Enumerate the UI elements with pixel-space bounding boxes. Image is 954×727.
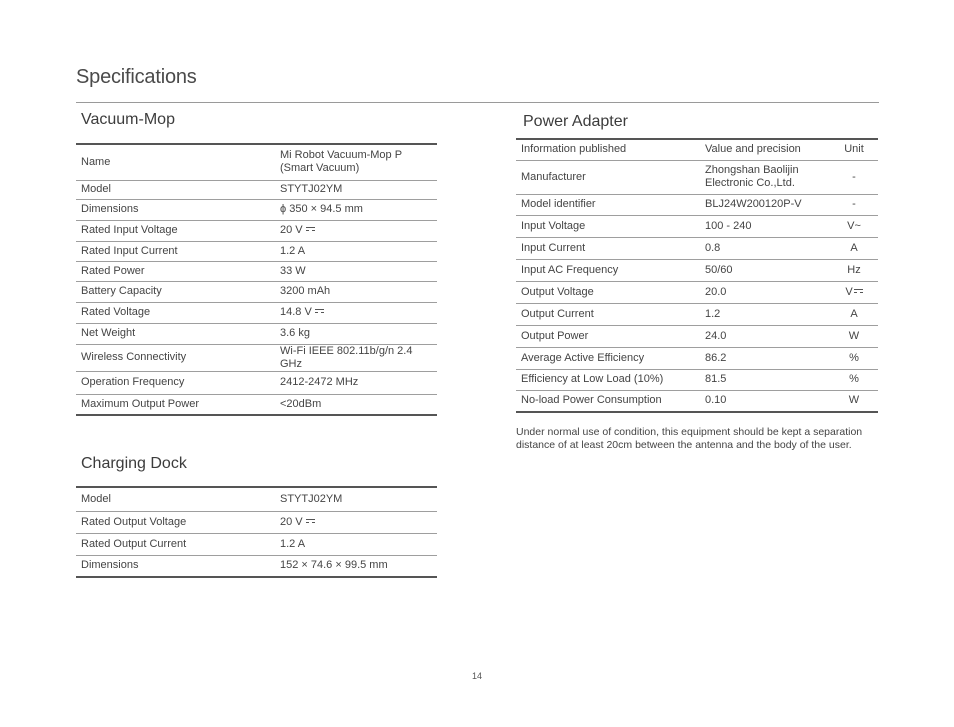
table-row: [516, 237, 878, 259]
charging-dock-spec-table: [76, 486, 437, 578]
column-header: Value and precision: [700, 139, 830, 160]
table-row: [516, 347, 878, 369]
spec-unit: -: [830, 160, 878, 194]
table-row: [516, 160, 878, 194]
spec-label: Input AC Frequency: [516, 259, 700, 281]
spec-value-line: (Smart Vacuum): [280, 162, 360, 175]
spec-label: Input Current: [516, 237, 700, 259]
spec-label: Manufacturer: [516, 160, 700, 194]
spec-unit: A: [830, 303, 878, 325]
table-row: [76, 220, 437, 241]
spec-value-line: Mi Robot Vacuum-Mop P: [280, 149, 403, 162]
spec-unit: -: [830, 194, 878, 215]
spec-value: 50/60: [700, 259, 830, 281]
column-header: Information published: [516, 139, 700, 160]
spec-unit: [830, 281, 878, 303]
spec-label: Rated Voltage: [76, 302, 275, 323]
spec-value: STYTJ02YM: [275, 487, 437, 511]
spec-value-text: 14.8 V: [280, 306, 312, 318]
charging-dock-heading: Charging Dock: [81, 455, 187, 472]
spec-label: Rated Power: [76, 261, 275, 281]
spec-value: 2412-2472 MHz: [275, 371, 437, 394]
spec-value: 0.8: [700, 237, 830, 259]
spec-label: Model: [76, 487, 275, 511]
spec-label: Output Current: [516, 303, 700, 325]
page-title: Specifications: [76, 66, 197, 88]
spec-value: ϕ 350 × 94.5 mm: [275, 199, 437, 220]
spec-unit: W: [830, 390, 878, 412]
spec-label: Maximum Output Power: [76, 394, 275, 415]
spec-value: 152 × 74.6 × 99.5 mm: [275, 555, 437, 577]
spec-label: Rated Output Current: [76, 533, 275, 555]
spec-unit-text: V: [845, 285, 853, 298]
spec-value: 86.2: [700, 347, 830, 369]
table-row: [76, 323, 437, 344]
spec-label: Model: [76, 180, 275, 199]
table-row: [76, 180, 437, 199]
table-row: [76, 241, 437, 261]
table-row: [516, 325, 878, 347]
spec-label: Efficiency at Low Load (10%): [516, 369, 700, 390]
table-row: [76, 394, 437, 415]
spec-label: No-load Power Consumption: [516, 390, 700, 412]
spec-unit: Hz: [830, 259, 878, 281]
page-number: 14: [471, 671, 482, 681]
spec-label: Rated Output Voltage: [76, 511, 275, 533]
spec-value: [275, 302, 437, 323]
dc-symbol-icon: [315, 309, 324, 315]
spec-value-line: Electronic Co.,Ltd.: [705, 177, 795, 189]
table-row: [76, 487, 437, 511]
spec-value: 81.5: [700, 369, 830, 390]
spec-label: Output Power: [516, 325, 700, 347]
spec-unit: W: [830, 325, 878, 347]
spec-label: Name: [76, 144, 275, 180]
spec-label: Wireless Connectivity: [76, 344, 275, 371]
table-row: [516, 369, 878, 390]
spec-value: 100 - 240: [700, 215, 830, 237]
table-row: [516, 390, 878, 412]
spec-value: 24.0: [700, 325, 830, 347]
spec-unit: %: [830, 347, 878, 369]
spec-label: Average Active Efficiency: [516, 347, 700, 369]
spec-value: [275, 144, 437, 180]
spec-label: Operation Frequency: [76, 371, 275, 394]
spec-value: 1.2 A: [275, 241, 437, 261]
table-row: [76, 281, 437, 302]
dc-symbol-icon: [854, 289, 863, 295]
safety-note: Under normal use of condition, this equipment should be kept a separation distance of at least 20cm between the antenna and the body of the user.: [516, 426, 863, 451]
spec-unit: V~: [830, 215, 878, 237]
spec-label: Rated Input Current: [76, 241, 275, 261]
spec-unit: %: [830, 369, 878, 390]
spec-value: BLJ24W200120P-V: [700, 194, 830, 215]
table-row: [76, 302, 437, 323]
spec-value-text: 20 V: [280, 224, 303, 236]
column-header: Unit: [830, 139, 878, 160]
dc-symbol-icon: [306, 519, 315, 525]
table-row: [76, 344, 437, 371]
table-row: [76, 511, 437, 533]
spec-value: STYTJ02YM: [275, 180, 437, 199]
spec-value: [700, 160, 830, 194]
spec-value: [275, 220, 437, 241]
spec-label: Net Weight: [76, 323, 275, 344]
spec-label: Output Voltage: [516, 281, 700, 303]
vacuum-mop-spec-table: [76, 143, 437, 416]
spec-label: Rated Input Voltage: [76, 220, 275, 241]
spec-value-text: 20 V: [280, 515, 303, 528]
table-row: [516, 215, 878, 237]
spec-label: Dimensions: [76, 199, 275, 220]
table-row: [76, 199, 437, 220]
spec-label: Dimensions: [76, 555, 275, 577]
table-row: [76, 533, 437, 555]
vacuum-mop-heading: Vacuum-Mop: [81, 111, 175, 128]
table-row: [516, 303, 878, 325]
title-divider: [76, 102, 879, 103]
dc-symbol-icon: [306, 227, 315, 233]
spec-value: 0.10: [700, 390, 830, 412]
spec-value: [275, 511, 437, 533]
spec-unit: A: [830, 237, 878, 259]
spec-label: Model identifier: [516, 194, 700, 215]
spec-value: 3200 mAh: [275, 281, 437, 302]
spec-value: 1.2 A: [275, 533, 437, 555]
spec-value: Wi-Fi IEEE 802.11b/g/n 2.4 GHz: [275, 344, 437, 371]
spec-value: <20dBm: [275, 394, 437, 415]
power-adapter-spec-table: [516, 138, 878, 413]
table-row: [76, 261, 437, 281]
spec-value: 3.6 kg: [275, 323, 437, 344]
table-row: [76, 371, 437, 394]
table-row: [76, 144, 437, 180]
table-row: [516, 281, 878, 303]
spec-value: 33 W: [275, 261, 437, 281]
spec-value-line: Zhongshan Baolijin: [705, 164, 799, 176]
table-row: [516, 259, 878, 281]
spec-value: 1.2: [700, 303, 830, 325]
spec-label: Battery Capacity: [76, 281, 275, 302]
table-row: [76, 555, 437, 577]
power-adapter-heading: Power Adapter: [523, 113, 628, 130]
table-row: [516, 194, 878, 215]
spec-label: Input Voltage: [516, 215, 700, 237]
spec-value: 20.0: [700, 281, 830, 303]
table-header-row: [516, 139, 878, 160]
